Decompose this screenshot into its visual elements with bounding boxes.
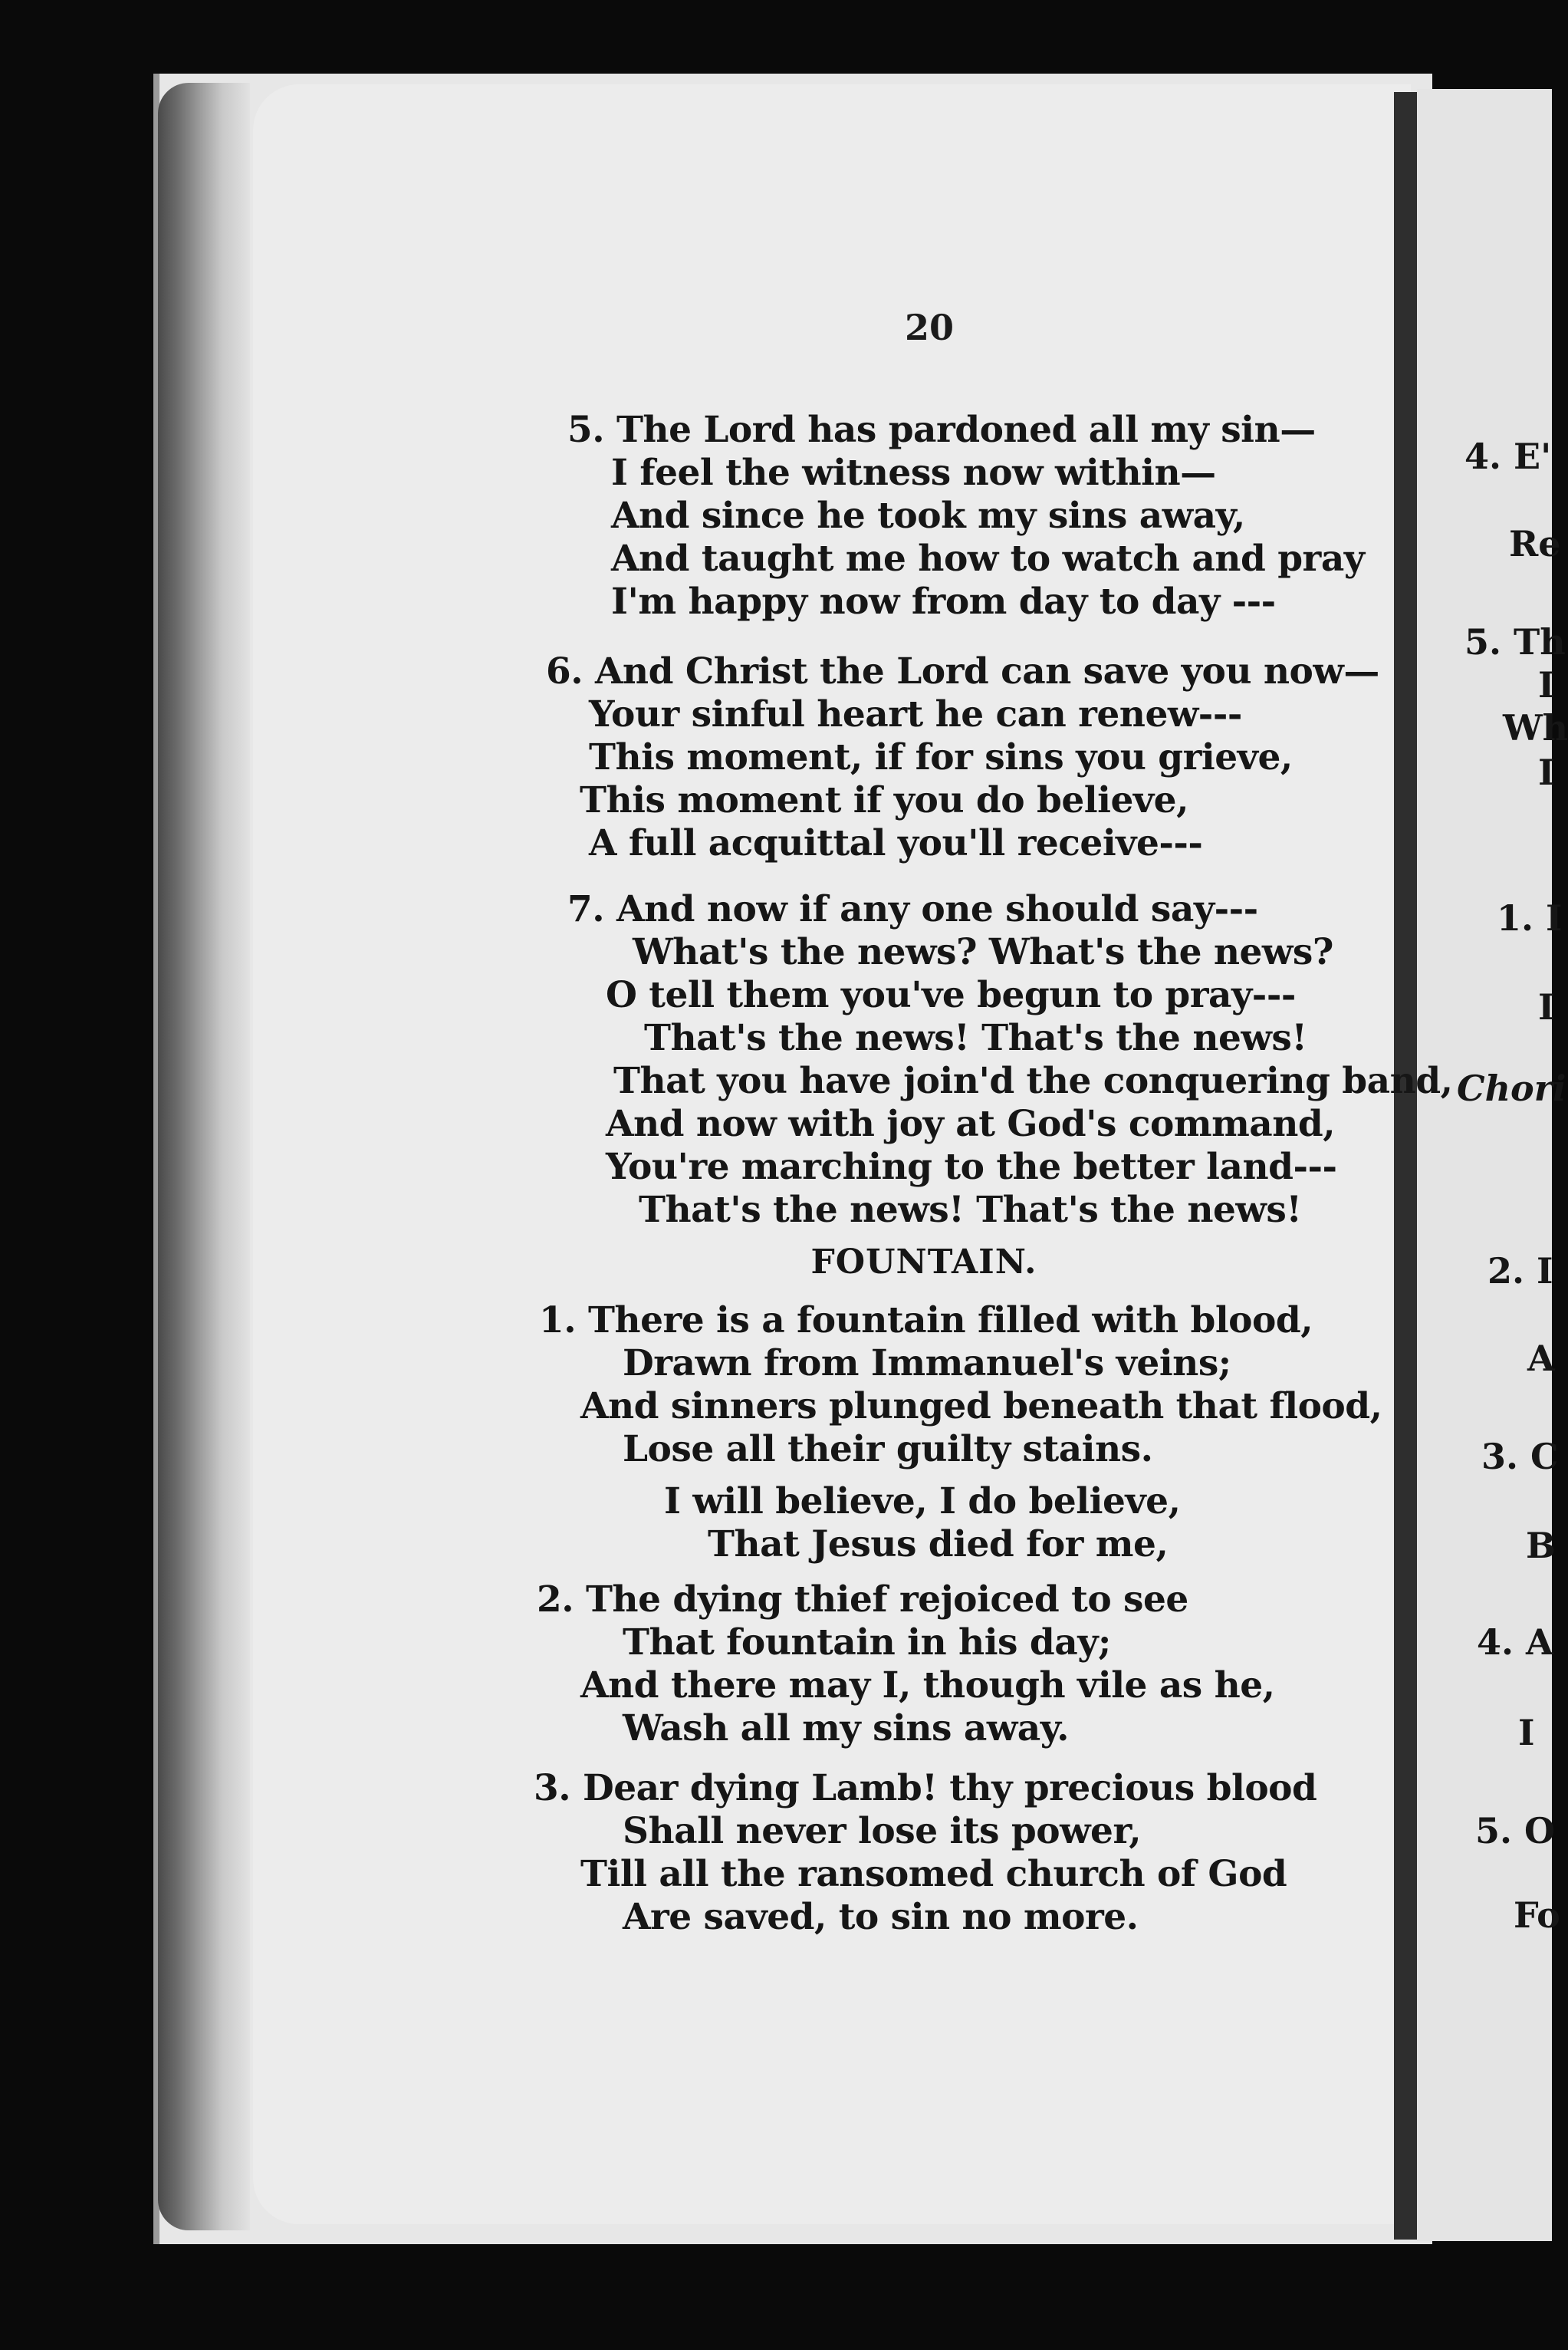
- stanza-7-line-5: That you have join'd the conquering band,: [613, 1060, 1453, 1102]
- stanza-7-line-1: [567, 888, 1258, 931]
- stanza-6-line-1: [546, 650, 1379, 693]
- verse-line: There is a fountain filled with blood,: [587, 1299, 1313, 1341]
- right-fragment: 4. A: [1477, 1621, 1553, 1663]
- right-fragment: Fo: [1514, 1894, 1560, 1936]
- fountain-1-line-4: Lose all their guilty stains.: [623, 1428, 1153, 1470]
- stanza-6-line-2: Your sinful heart he can renew---: [589, 693, 1242, 736]
- stanza-number: 3.: [534, 1767, 571, 1809]
- stanza-5-line-1: [567, 409, 1316, 452]
- chorus-line-1: I will believe, I do believe,: [664, 1480, 1181, 1522]
- fountain-2-line-3: And there may I, though vile as he,: [580, 1664, 1275, 1707]
- stanza-number: 2.: [537, 1578, 574, 1621]
- fountain-2-line-2: That fountain in his day;: [623, 1621, 1111, 1664]
- stanza-6-line-5: A full acquittal you'll receive---: [589, 822, 1203, 864]
- book-gutter: [1394, 92, 1417, 2240]
- right-fragment: 2. I: [1487, 1250, 1553, 1292]
- right-fragment: Chori: [1457, 1068, 1566, 1109]
- right-fragment: 5. Th: [1464, 621, 1566, 663]
- stanza-6-line-4: This moment if you do believe,: [580, 779, 1188, 821]
- page-number: 20: [905, 307, 955, 348]
- fountain-1-line-3: And sinners plunged beneath that flood,: [580, 1385, 1382, 1427]
- right-fragment: 3. C: [1481, 1436, 1559, 1477]
- stanza-5-line-3: And since he took my sins away,: [611, 495, 1245, 537]
- stanza-7-line-6: And now with joy at God's command,: [606, 1103, 1336, 1145]
- stanza-number: 1.: [539, 1299, 577, 1341]
- right-fragment: I: [1538, 664, 1555, 706]
- stanza-7-line-7: You're marching to the better land---: [606, 1146, 1337, 1188]
- verse-line: Dear dying Lamb! thy precious blood: [582, 1767, 1317, 1809]
- stanza-7-line-4: That's the news! That's the news!: [644, 1017, 1307, 1059]
- right-fragment: Wh: [1503, 707, 1568, 749]
- stanza-7-line-2: What's the news? What's the news?: [633, 931, 1333, 973]
- fountain-3-line-4: Are saved, to sin no more.: [623, 1896, 1139, 1938]
- page-edge: [158, 83, 250, 2230]
- stanza-number: 5.: [567, 409, 605, 451]
- right-fragment: I: [1538, 752, 1555, 793]
- right-fragment: 4. E': [1464, 436, 1552, 477]
- stanza-5-line-2: I feel the witness now within—: [611, 452, 1216, 494]
- fountain-3-line-3: Till all the ransomed church of God: [580, 1853, 1287, 1895]
- right-fragment: 5. O: [1475, 1810, 1556, 1851]
- stanza-7-line-8: That's the news! That's the news!: [639, 1189, 1302, 1231]
- fountain-1-line-1: [539, 1299, 1313, 1342]
- verse-line: And Christ the Lord can save you now—: [594, 650, 1379, 693]
- chorus-line-2: That Jesus died for me,: [708, 1523, 1169, 1565]
- verse-line: The dying thief rejoiced to see: [585, 1578, 1188, 1621]
- right-fragment: A: [1527, 1338, 1555, 1379]
- stanza-5-line-5: I'm happy now from day to day ---: [611, 581, 1276, 623]
- verse-line: The Lord has pardoned all my sin—: [616, 409, 1316, 451]
- right-fragment: 1. I: [1497, 897, 1563, 939]
- right-fragment: Re: [1509, 523, 1561, 564]
- right-fragment: I: [1538, 986, 1555, 1028]
- right-fragment: B: [1526, 1525, 1556, 1566]
- fountain-3-line-1: [534, 1767, 1317, 1810]
- fountain-2-line-1: [537, 1578, 1188, 1621]
- stanza-7-line-3: O tell them you've begun to pray---: [606, 974, 1296, 1016]
- right-fragment: I: [1518, 1712, 1535, 1753]
- verse-line: And now if any one should say---: [616, 888, 1258, 930]
- fountain-3-line-2: Shall never lose its power,: [623, 1810, 1142, 1852]
- fountain-2-line-4: Wash all my sins away.: [623, 1707, 1070, 1749]
- stanza-5-line-4: And taught me how to watch and pray: [611, 538, 1365, 580]
- stanza-number: 7.: [567, 888, 605, 930]
- fountain-1-line-2: Drawn from Immanuel's veins;: [623, 1342, 1231, 1384]
- stanza-6-line-3: This moment, if for sins you grieve,: [589, 736, 1293, 778]
- hymn-title: FOUNTAIN.: [810, 1242, 1037, 1282]
- stanza-number: 6.: [546, 650, 583, 693]
